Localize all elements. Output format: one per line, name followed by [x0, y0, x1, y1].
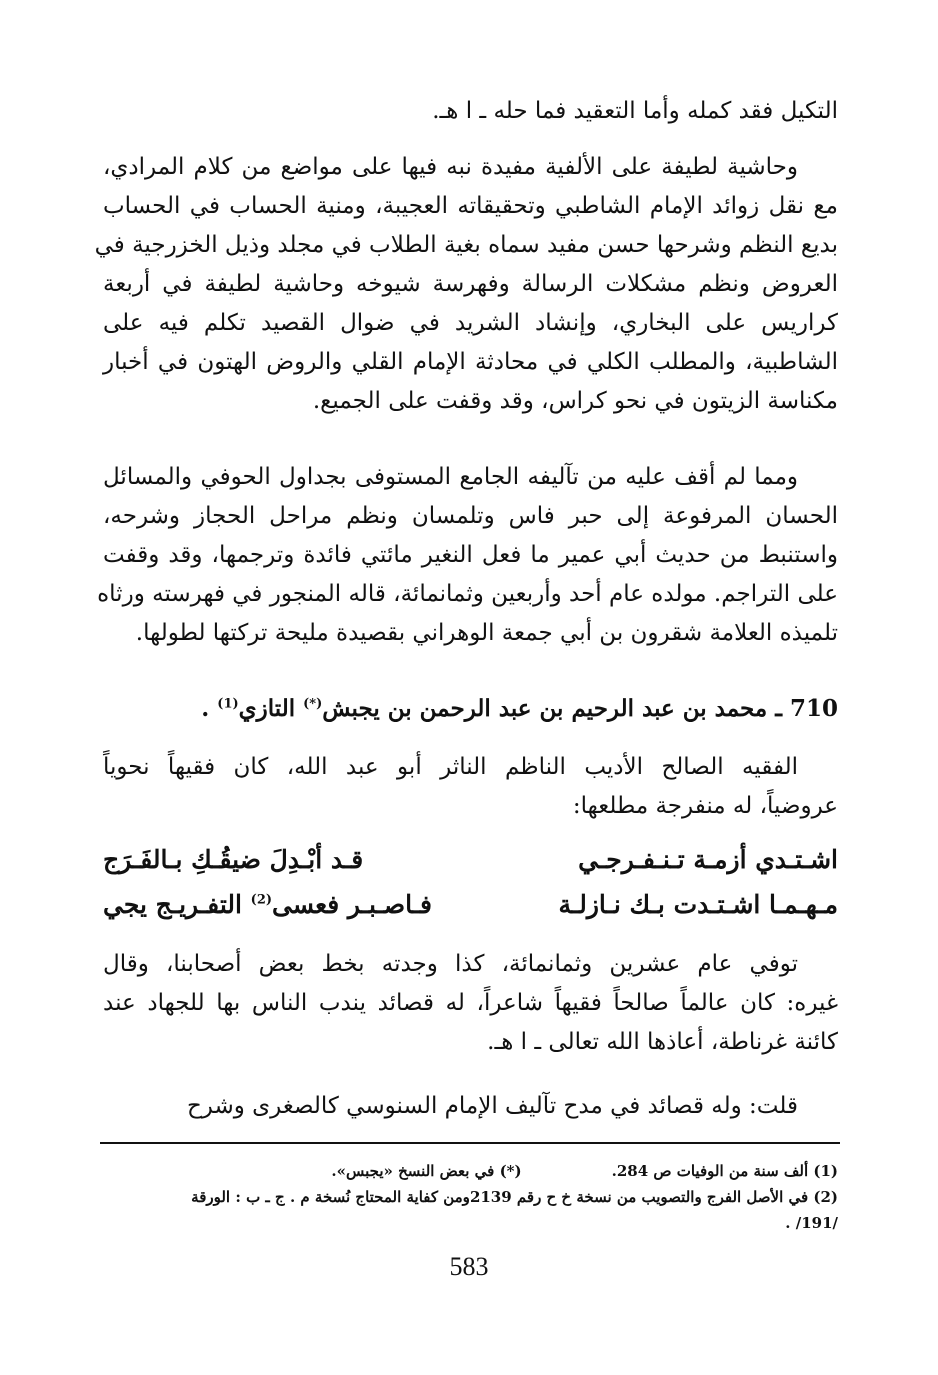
- text-line: الفقيه الصالح الأديب الناظم الناثر أبو عبد الله، كان فقيهاً نحوياً: [103, 754, 798, 780]
- footnote-star: (*) في بعض النسخ «يجبس».: [331, 1162, 522, 1180]
- verse-hemistich-first: اشـتـدي أزمـة تـنـفـرجـي: [578, 845, 838, 874]
- verse-text: التفـريـج يجي: [103, 890, 242, 919]
- paragraph-continuation: [103, 92, 838, 131]
- text-line: مكناسة الزيتون في نحو كراس، وقد وقفت على الجميع.: [312, 388, 838, 414]
- paragraph-biography: [103, 748, 838, 826]
- paragraph-note: [103, 1087, 838, 1126]
- footnote-1: (1) ألف سنة من الوفيات ص 284.: [611, 1162, 838, 1180]
- footnote-2: (2) في الأصل الفرج والتصويب من نسخة خ ح رقم 2139ومن كفاية المحتاج نُسخة م . ج ـ ب : الورقة: [191, 1188, 838, 1206]
- text-line: قلت: وله قصائد في مدح تآليف الإمام السنوسي كالصغرى وشرح: [186, 1093, 798, 1119]
- text-line: بديع النظم وشرحها حسن مفيد سماه بغية الطلاب في مجلد وذيل الخزرجية في: [94, 232, 838, 258]
- text-line: تلميذه العلامة شقرون بن أبي جمعة الوهراني بقصيدة مليحة تركتها لطولها.: [135, 620, 838, 646]
- text-line: واستنبط من حديث أبي عمير ما فعل النغير مائتي فائدة وترجمها، وقد وقفت: [103, 542, 838, 568]
- entry-name: محمد بن عبد الرحيم بن عبد الرحمن بن يجبش: [322, 695, 768, 722]
- paragraph-death: [103, 945, 838, 1062]
- text-line: وحاشية لطيفة على الألفية مفيدة نبه فيها على مواضع من كلام المرادي،: [103, 154, 798, 180]
- text-line: التكيل فقد كمله وأما التعقيد فما حله ـ ا هـ.: [432, 98, 838, 124]
- text-line: توفي عام عشرين وثمانمائة، كذا وجدته بخط بعض أصحابنا، وقال: [103, 951, 798, 977]
- text-line: كراريس على البخاري، وإنشاد الشريد في ضوال القصيد تكلم فيه على: [103, 310, 838, 336]
- footnote-2-cont: /191/ .: [785, 1214, 838, 1232]
- text-line: العروض ونظم مشكلات الرسالة وفهرسة شيوخه وحاشية لطيفة في أربعة: [103, 271, 838, 297]
- text-line: الشاطبية، والمطلب الكلي في محادثة الإمام القلي والروض الهتون في أخبار: [103, 349, 838, 375]
- footnote-ref: (2): [250, 892, 273, 908]
- entry-nisba: التازي: [238, 695, 296, 722]
- entry-end: .: [201, 695, 210, 722]
- text-line: ومما لم أقف عليه من تآليفه الجامع المستوفى بجداول الحوفي والمسائل: [103, 464, 798, 490]
- entry-heading: [98, 695, 838, 722]
- verse-line-1: [103, 845, 838, 874]
- star-mark: (*): [303, 696, 323, 712]
- text-line: مع نقل زوائد الإمام الشاطبي وتحقيقاته العجيبة، ومنية الحساب في الحساب: [103, 193, 838, 219]
- footnotes: [98, 1158, 838, 1236]
- verse-hemistich-second: قـد أبْـدِلَ ضيقُـكِ بـالفَـرَج: [103, 845, 364, 874]
- text-line: عروضياً، له منفرجة مطلعها:: [572, 793, 838, 819]
- text-line: غيره: كان عالماً صالحاً فقيهاً شاعراً، له قصائد يندب الناس بها للجهاد عند: [103, 990, 838, 1016]
- text-line: كائنة غرناطة، أعاذها الله تعالى ـ ا هـ.: [487, 1029, 838, 1055]
- verse-hemistich-second: [103, 890, 432, 919]
- paragraph-unseen-works: [97, 458, 838, 653]
- verse-hemistich-first: مـهـمـا اشـتـدت بـك نـازلـة: [558, 890, 838, 919]
- footnote-ref: (1): [217, 696, 239, 712]
- footnote-row: [98, 1158, 838, 1184]
- verse-text: فـاصـبـر فعسى: [272, 890, 432, 919]
- footnote-divider: [100, 1142, 840, 1144]
- paragraph-works: [94, 148, 838, 421]
- page-number: 583: [449, 1252, 489, 1281]
- text-line: على التراجم. مولده عام أحد وأربعين وثمانمائة، قاله المنجور في فهرسته ورثاه: [97, 581, 838, 607]
- entry-number: 710 ـ: [775, 695, 838, 722]
- text-line: الحسان المرفوعة إلى حبر فاس وتلمسان ونظم مراحل الحجاز وشرحه،: [103, 503, 838, 529]
- verse-line-2: [103, 890, 838, 919]
